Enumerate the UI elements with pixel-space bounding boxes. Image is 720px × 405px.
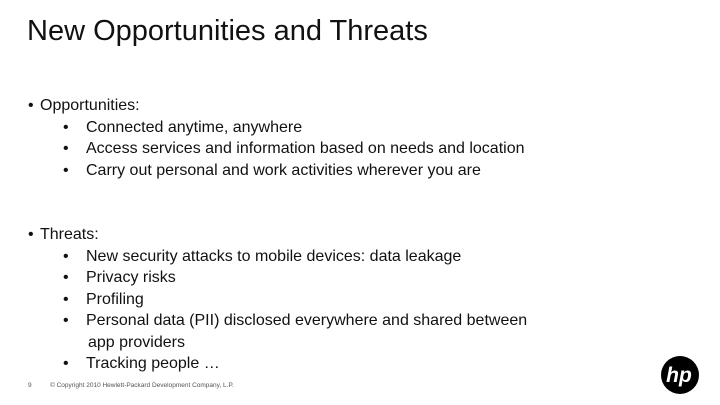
item-text: Carry out personal and work activities wherever you are bbox=[86, 161, 481, 179]
bullet: • bbox=[63, 118, 69, 136]
item-text: Personal data (PII) disclosed everywhere and shared between bbox=[86, 312, 528, 329]
bullet: • bbox=[63, 140, 69, 157]
item-text: Tracking people … bbox=[86, 355, 220, 372]
item-text: Access services and information based on needs and location bbox=[86, 140, 525, 157]
bullet: • bbox=[63, 269, 69, 286]
logo-text: hp bbox=[666, 364, 692, 387]
bullet: • bbox=[28, 97, 34, 114]
bullet: • bbox=[63, 312, 69, 329]
item-text: Privacy risks bbox=[86, 269, 176, 286]
item-text: Profiling bbox=[86, 290, 144, 308]
page-number: 9 bbox=[28, 382, 32, 389]
list-item bbox=[28, 310, 527, 353]
heading-text: Threats: bbox=[40, 226, 99, 243]
list-item bbox=[28, 267, 527, 289]
copyright-text: © Copyright 2010 Hewlett-Packard Development Company, L.P. bbox=[50, 382, 234, 389]
bullet: • bbox=[63, 290, 69, 308]
threats-section bbox=[28, 224, 527, 375]
item-text: New security attacks to mobile devices: data leakage bbox=[86, 247, 462, 265]
list-item bbox=[28, 246, 527, 268]
bullet: • bbox=[63, 247, 69, 265]
opportunities-section bbox=[28, 95, 524, 181]
bullet: • bbox=[63, 355, 69, 372]
slide-footer bbox=[28, 380, 234, 392]
bullet: • bbox=[28, 226, 34, 243]
item-text: Connected anytime, anywhere bbox=[86, 118, 303, 136]
list-item bbox=[28, 289, 527, 311]
threats-list bbox=[28, 246, 527, 375]
section-heading bbox=[28, 95, 524, 117]
bullet: • bbox=[63, 161, 69, 179]
hp-logo-icon bbox=[660, 355, 700, 395]
item-continuation: app providers bbox=[88, 333, 185, 351]
slide-title: New Opportunities and Threats bbox=[27, 15, 428, 47]
list-item bbox=[28, 138, 524, 160]
heading-text: Opportunities: bbox=[40, 97, 140, 114]
opportunities-list bbox=[28, 117, 524, 182]
list-item bbox=[28, 117, 524, 139]
list-item bbox=[28, 353, 527, 375]
list-item bbox=[28, 160, 524, 182]
section-heading bbox=[28, 224, 527, 246]
